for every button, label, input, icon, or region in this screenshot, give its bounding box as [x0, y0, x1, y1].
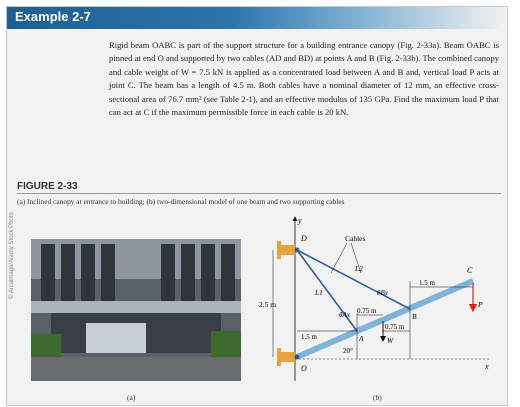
angle-20: 20° — [343, 347, 353, 355]
dim-075a: 0.75 m — [357, 307, 377, 315]
joint-D — [295, 248, 300, 253]
top-support-plate — [281, 245, 295, 255]
problem-statement: Rigid beam OABC is part of the support structure for a building entrance canopy (Fig. 2-33a). Beam OABC is pinned at end O and supported by two cables (AD and BD) at points A and B (Fig. 2-33b). The combined canopy and cable weight of W = 7.5 kN is applied as a concentrated load between A and B and, vertical load P acts at joint C. The beam has a length of 4.5 m. Both cables have a nominal diameter of 12 mm, an effective cross-sectional area of 76.7 mm² (see Table 2-1), and an effective modulus of 135 GPa. Find the maximum load P that can act at C if the maximum permissible force in each cable is 20 kN. — [109, 40, 499, 118]
figure-label: FIGURE 2-33 — [17, 181, 78, 192]
example-title: Example 2-7 — [15, 9, 91, 24]
subfigure-b-label: (b) — [373, 393, 382, 402]
joint-O — [295, 355, 300, 360]
label-A: A — [359, 334, 364, 343]
x-axis-label: x — [485, 362, 489, 371]
theta-Ax: θAx — [339, 311, 350, 319]
beam-diagram — [259, 213, 499, 394]
canopy-photo — [31, 239, 241, 381]
label-W: W — [387, 336, 394, 345]
label-L2: L2 — [355, 264, 363, 273]
label-O: O — [301, 364, 307, 373]
theta-Bx: θBx — [377, 289, 388, 297]
dim-075b: 0.75 m — [385, 323, 405, 331]
example-box — [6, 6, 508, 406]
top-support — [277, 241, 281, 259]
cables-leader-1 — [331, 243, 347, 273]
label-L1: L1 — [315, 288, 323, 297]
cable-BD — [297, 250, 410, 309]
photo-credit: © Arcaimage/Alamy Stock Photo — [9, 212, 15, 299]
label-P: P — [478, 300, 483, 309]
bottom-support-plate — [281, 352, 295, 362]
dim-15-top: 1.5 m — [419, 279, 435, 287]
cables-label: Cables — [345, 234, 366, 243]
bottom-support — [277, 348, 281, 366]
label-D: D — [301, 234, 307, 243]
label-B: B — [412, 312, 417, 321]
figure-divider — [17, 193, 501, 194]
example-header — [7, 7, 507, 29]
dim-15-bottom: 1.5 m — [301, 333, 317, 341]
subfigure-a-label: (a) — [127, 393, 136, 402]
height-dim: 2.5 m — [259, 300, 277, 309]
y-axis-label: y — [298, 216, 302, 225]
figure-caption: (a) Inclined canopy at entrance to building; (b) two-dimensional model of one beam and two supporting cables — [17, 197, 345, 206]
label-C: C — [467, 266, 473, 275]
